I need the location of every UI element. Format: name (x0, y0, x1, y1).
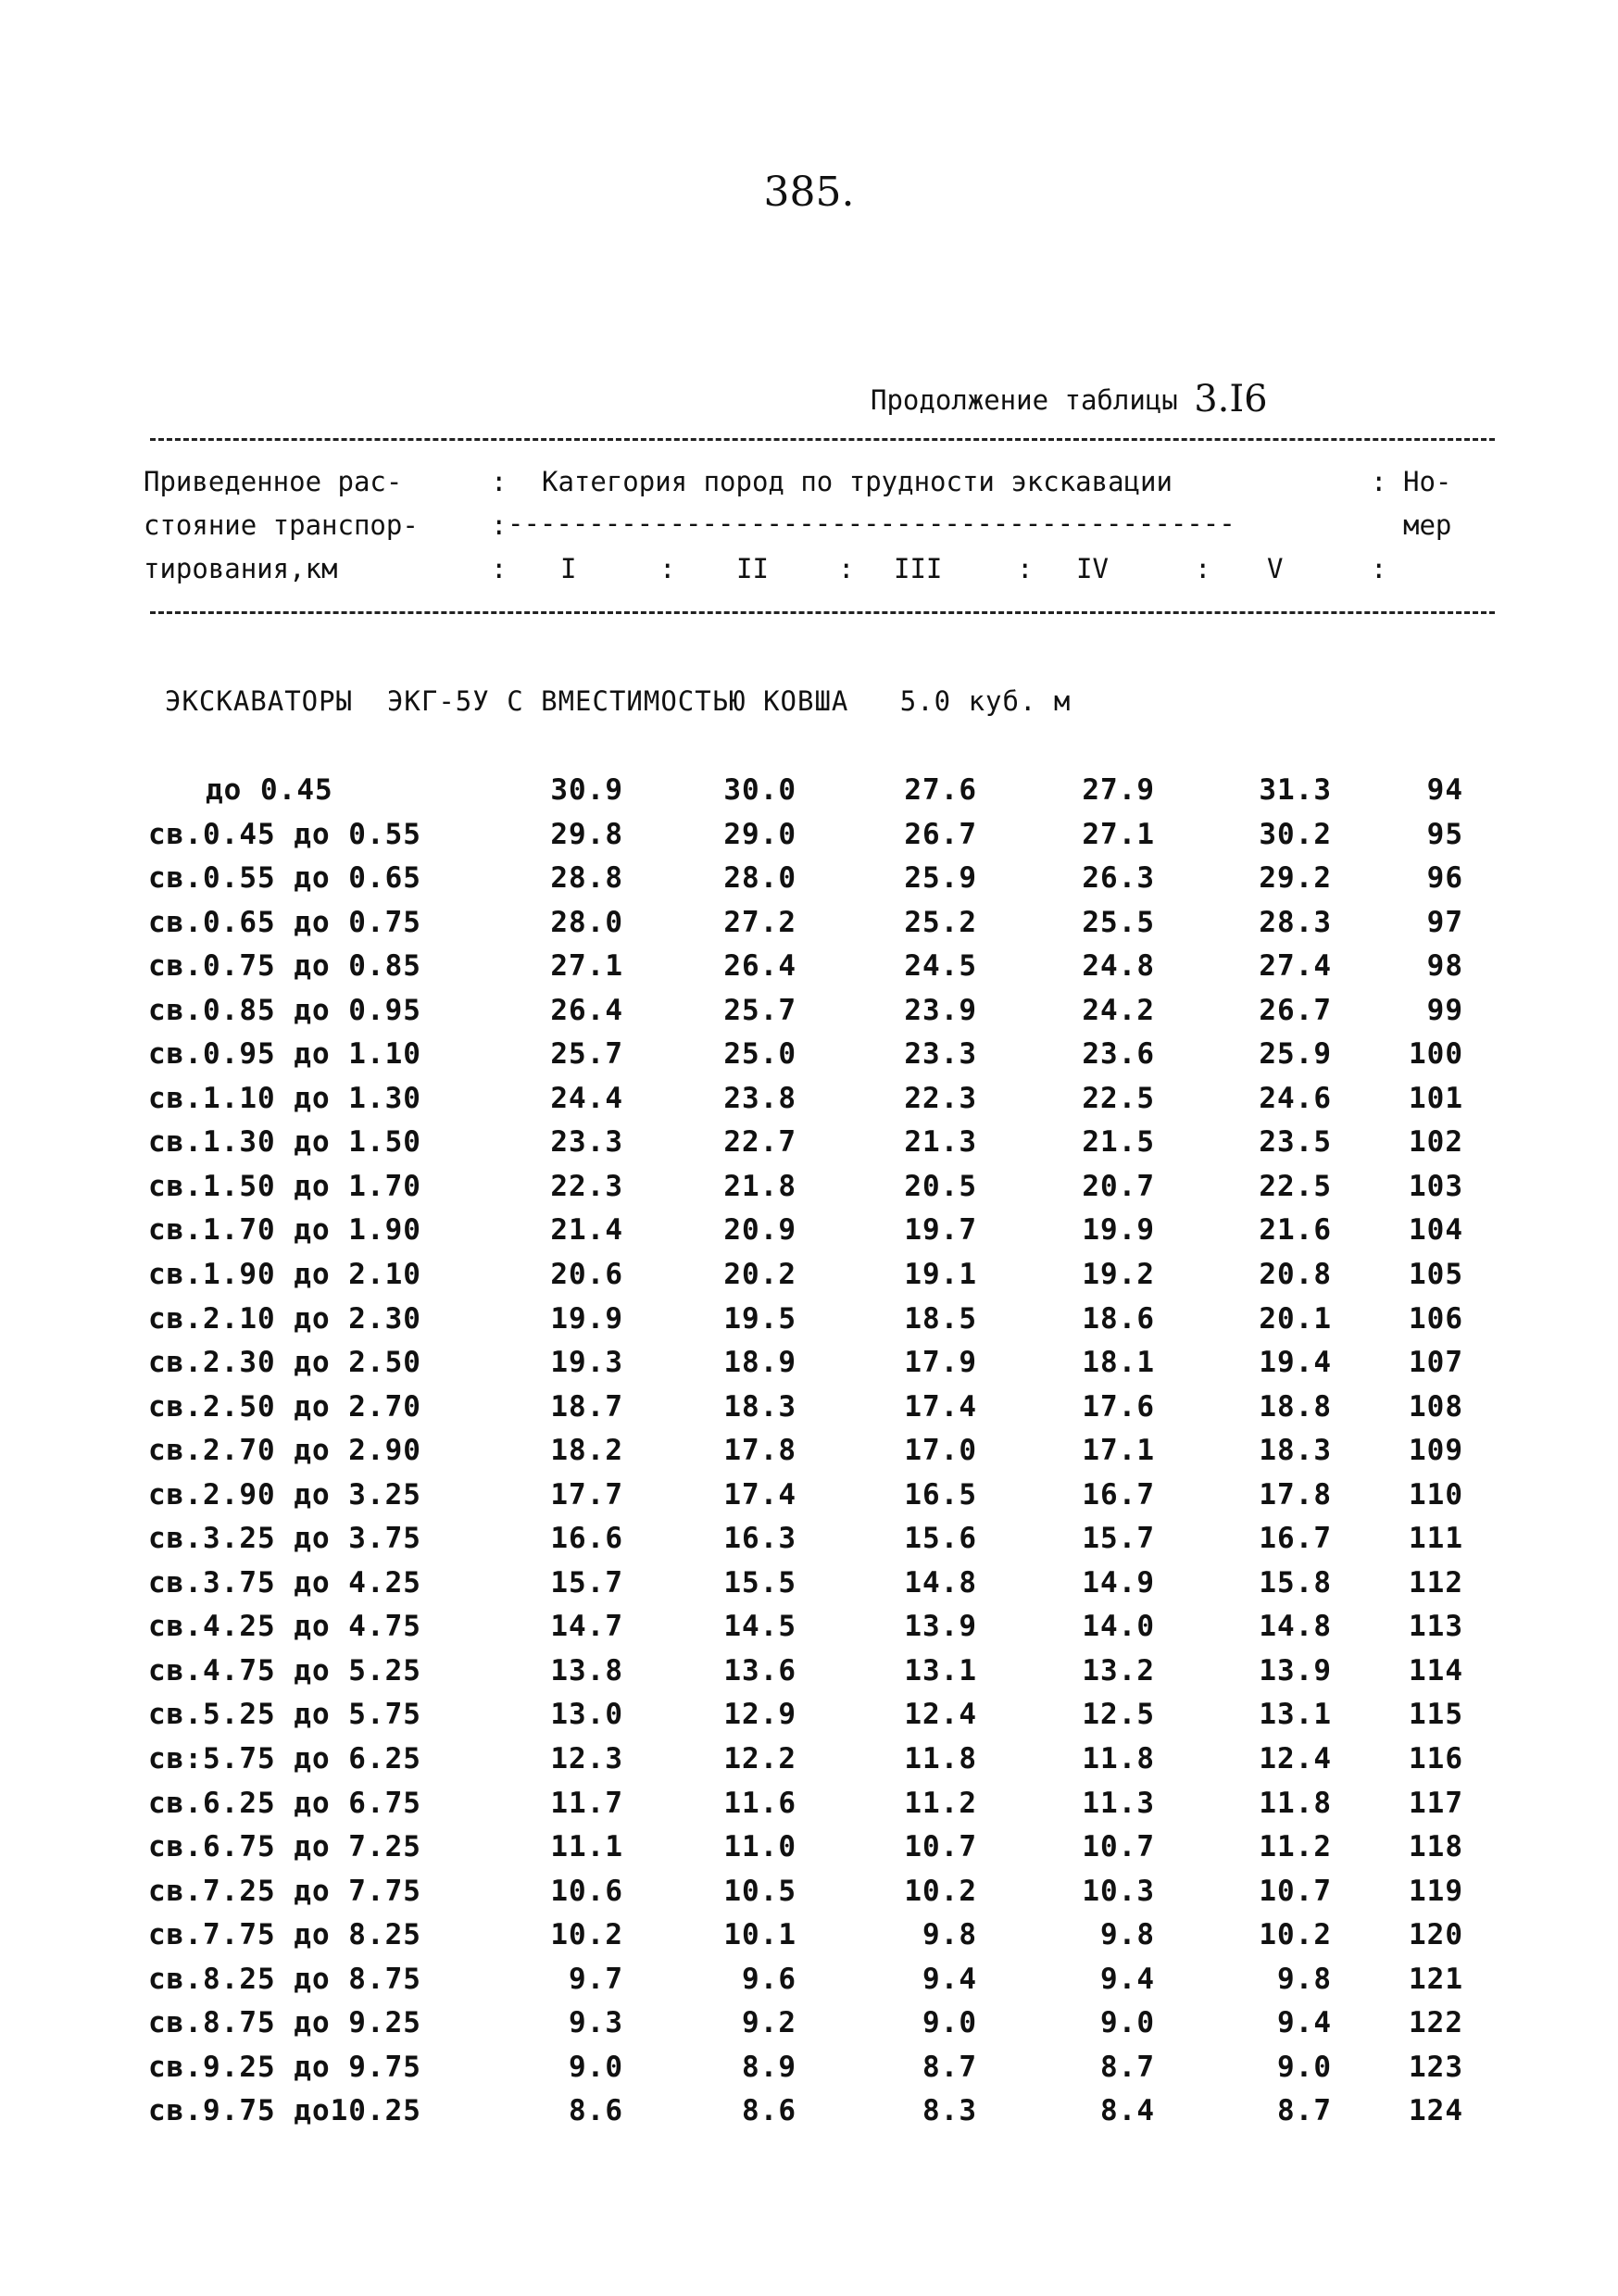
category-5-value: 10.2 (1259, 1918, 1332, 1952)
table-row (0, 818, 1618, 862)
row-number: 124 (1409, 2094, 1463, 2128)
table-row (0, 1390, 1618, 1435)
category-5-value: 10.7 (1259, 1874, 1332, 1908)
category-3-value: 9.0 (922, 2006, 977, 2040)
category-3-value: 19.7 (904, 1213, 977, 1248)
category-4-value: 8.4 (1100, 2094, 1155, 2128)
category-5-value: 22.5 (1259, 1169, 1332, 1203)
distance-range: св.2.90 до 3.25 (148, 1477, 421, 1512)
category-1-value: 28.0 (550, 905, 623, 939)
table-header-rule (150, 611, 1495, 614)
category-1-value: 8.6 (569, 2094, 623, 2128)
category-4-value: 10.7 (1082, 1830, 1155, 1864)
category-1-value: 25.7 (550, 1037, 623, 1072)
row-number: 118 (1409, 1830, 1463, 1864)
category-5-value: 18.8 (1259, 1389, 1332, 1424)
row-number: 103 (1409, 1169, 1463, 1203)
category-4-value: 16.7 (1082, 1477, 1155, 1512)
category-2-value: 12.2 (723, 1742, 796, 1776)
category-1-value: 16.6 (550, 1522, 623, 1556)
category-5-value: 15.8 (1259, 1565, 1332, 1600)
category-5-value: 19.4 (1259, 1346, 1332, 1380)
category-2-value: 17.4 (723, 1477, 796, 1512)
table-row (0, 773, 1618, 818)
distance-range: св.2.10 до 2.30 (148, 1301, 421, 1336)
distance-range: до 0.45 (206, 773, 333, 807)
category-2-value: 18.3 (723, 1389, 796, 1424)
table-body (0, 773, 1618, 2139)
category-1-value: 20.6 (550, 1258, 623, 1292)
table-row (0, 1830, 1618, 1875)
category-4-value: 25.5 (1082, 905, 1155, 939)
table-continuation-caption (871, 378, 1268, 420)
row-number: 121 (1409, 1962, 1463, 1996)
category-1-value: 17.7 (550, 1477, 623, 1512)
category-5-value: 28.3 (1259, 905, 1332, 939)
category-2-value: 25.0 (723, 1037, 796, 1072)
distance-range: св.3.75 до 4.25 (148, 1565, 421, 1600)
distance-range: св.0.55 до 0.65 (148, 861, 421, 896)
distance-range: св.7.75 до 8.25 (148, 1918, 421, 1952)
row-number: 105 (1409, 1258, 1463, 1292)
category-3-value: 16.5 (904, 1477, 977, 1512)
row-number: 94 (1426, 773, 1463, 807)
table-row (0, 1698, 1618, 1742)
category-1-value: 28.8 (550, 861, 623, 896)
category-4-value: 26.3 (1082, 861, 1155, 896)
category-1-value: 15.7 (550, 1565, 623, 1600)
table-row (0, 1742, 1618, 1787)
table-number: 3.I6 (1194, 378, 1268, 420)
category-4-value: 24.8 (1082, 949, 1155, 984)
category-5-value: 12.4 (1259, 1742, 1332, 1776)
category-4-value: 19.9 (1082, 1213, 1155, 1248)
category-2-value: 19.5 (723, 1301, 796, 1336)
category-4-value: 11.8 (1082, 1742, 1155, 1776)
header-divider: : (491, 509, 508, 541)
header-number-line2: мер (1403, 509, 1452, 541)
category-3-value: 9.8 (922, 1918, 977, 1952)
category-1-value: 23.3 (550, 1125, 623, 1160)
distance-range: св.8.75 до 9.25 (148, 2006, 421, 2040)
table-row (0, 1963, 1618, 2007)
category-3-value: 12.4 (904, 1698, 977, 1732)
category-1-value: 9.0 (569, 2050, 623, 2084)
table-row (0, 1875, 1618, 1919)
category-5-value: 23.5 (1259, 1125, 1332, 1160)
distance-range: св.8.25 до 8.75 (148, 1962, 421, 1996)
category-4-value: 23.6 (1082, 1037, 1155, 1072)
header-category-5: V (1267, 553, 1284, 584)
distance-range: св:5.75 до 6.25 (148, 1742, 421, 1776)
distance-range: св.2.50 до 2.70 (148, 1389, 421, 1424)
category-1-value: 11.1 (550, 1830, 623, 1864)
category-5-value: 11.8 (1259, 1786, 1332, 1820)
distance-range: св.0.65 до 0.75 (148, 905, 421, 939)
continuation-label: Продолжение таблицы (871, 384, 1178, 416)
distance-range: св.4.25 до 4.75 (148, 1610, 421, 1644)
distance-range: св.1.10 до 1.30 (148, 1081, 421, 1115)
category-3-value: 13.1 (904, 1653, 977, 1687)
row-number: 115 (1409, 1698, 1463, 1732)
category-1-value: 27.1 (550, 949, 623, 984)
row-number: 116 (1409, 1742, 1463, 1776)
category-5-value: 11.2 (1259, 1830, 1332, 1864)
row-number: 117 (1409, 1786, 1463, 1820)
category-3-value: 26.7 (904, 817, 977, 851)
category-3-value: 10.7 (904, 1830, 977, 1864)
row-number: 109 (1409, 1434, 1463, 1468)
header-col1-line1: Приведенное рас- (144, 466, 403, 497)
header-number-line1: Но- (1403, 466, 1452, 497)
table-row (0, 1258, 1618, 1302)
category-4-value: 8.7 (1100, 2050, 1155, 2084)
category-4-value: 9.0 (1100, 2006, 1155, 2040)
category-1-value: 19.3 (550, 1346, 623, 1380)
category-5-value: 13.9 (1259, 1653, 1332, 1687)
row-number: 102 (1409, 1125, 1463, 1160)
category-2-value: 16.3 (723, 1522, 796, 1556)
table-row (0, 2094, 1618, 2139)
category-1-value: 26.4 (550, 993, 623, 1027)
category-4-value: 17.1 (1082, 1434, 1155, 1468)
row-number: 96 (1426, 861, 1463, 896)
category-2-value: 17.8 (723, 1434, 796, 1468)
category-2-value: 29.0 (723, 817, 796, 851)
distance-range: св.6.25 до 6.75 (148, 1786, 421, 1820)
table-top-rule (150, 438, 1495, 441)
category-3-value: 19.1 (904, 1258, 977, 1292)
category-5-value: 21.6 (1259, 1213, 1332, 1248)
table-row (0, 2051, 1618, 2095)
category-1-value: 14.7 (550, 1610, 623, 1644)
category-4-value: 9.4 (1100, 1962, 1155, 1996)
category-5-value: 9.0 (1277, 2050, 1332, 2084)
header-category-2: II (736, 553, 769, 584)
category-4-value: 13.2 (1082, 1653, 1155, 1687)
category-5-value: 16.7 (1259, 1522, 1332, 1556)
header-divider: : (1371, 466, 1387, 497)
category-1-value: 10.6 (550, 1874, 623, 1908)
row-number: 120 (1409, 1918, 1463, 1952)
category-1-value: 11.7 (550, 1786, 623, 1820)
header-col1-line3: тирования,км (144, 553, 338, 584)
category-4-value: 10.3 (1082, 1874, 1155, 1908)
distance-range: св.3.25 до 3.75 (148, 1522, 421, 1556)
category-2-value: 20.2 (723, 1258, 796, 1292)
category-5-value: 17.8 (1259, 1477, 1332, 1512)
category-2-value: 10.5 (723, 1874, 796, 1908)
category-2-value: 8.6 (742, 2094, 796, 2128)
category-1-value: 10.2 (550, 1918, 623, 1952)
table-row (0, 906, 1618, 950)
category-5-value: 20.1 (1259, 1301, 1332, 1336)
category-3-value: 11.2 (904, 1786, 977, 1820)
category-4-value: 21.5 (1082, 1125, 1155, 1160)
row-number: 106 (1409, 1301, 1463, 1336)
category-4-value: 20.7 (1082, 1169, 1155, 1203)
category-3-value: 22.3 (904, 1081, 977, 1115)
category-4-value: 22.5 (1082, 1081, 1155, 1115)
category-5-value: 14.8 (1259, 1610, 1332, 1644)
category-2-value: 20.9 (723, 1213, 796, 1248)
category-2-value: 27.2 (723, 905, 796, 939)
category-4-value: 18.6 (1082, 1301, 1155, 1336)
category-1-value: 13.8 (550, 1653, 623, 1687)
category-1-value: 29.8 (550, 817, 623, 851)
header-divider: : (659, 553, 676, 584)
header-category-1: I (560, 553, 577, 584)
category-5-value: 26.7 (1259, 993, 1332, 1027)
category-1-value: 30.9 (550, 773, 623, 807)
category-2-value: 26.4 (723, 949, 796, 984)
category-3-value: 15.6 (904, 1522, 977, 1556)
header-subdivider: --------------------------------------------- (508, 508, 1235, 539)
distance-range: св.0.85 до 0.95 (148, 993, 421, 1027)
category-5-value: 29.2 (1259, 861, 1332, 896)
category-3-value: 18.5 (904, 1301, 977, 1336)
category-3-value: 20.5 (904, 1169, 977, 1203)
category-1-value: 18.7 (550, 1389, 623, 1424)
category-3-value: 21.3 (904, 1125, 977, 1160)
row-number: 104 (1409, 1213, 1463, 1248)
row-number: 123 (1409, 2050, 1463, 2084)
header-category-4: IV (1076, 553, 1109, 584)
category-3-value: 17.9 (904, 1346, 977, 1380)
category-3-value: 25.9 (904, 861, 977, 896)
category-4-value: 18.1 (1082, 1346, 1155, 1380)
category-1-value: 12.3 (550, 1742, 623, 1776)
category-2-value: 21.8 (723, 1169, 796, 1203)
table-row (0, 1918, 1618, 1963)
row-number: 100 (1409, 1037, 1463, 1072)
table-row (0, 994, 1618, 1038)
category-4-value: 11.3 (1082, 1786, 1155, 1820)
category-3-value: 25.2 (904, 905, 977, 939)
distance-range: св.0.95 до 1.10 (148, 1037, 421, 1072)
category-3-value: 14.8 (904, 1565, 977, 1600)
category-4-value: 27.9 (1082, 773, 1155, 807)
table-row (0, 1434, 1618, 1478)
table-row (0, 1302, 1618, 1347)
category-3-value: 9.4 (922, 1962, 977, 1996)
category-3-value: 8.3 (922, 2094, 977, 2128)
category-5-value: 24.6 (1259, 1081, 1332, 1115)
category-5-value: 13.1 (1259, 1698, 1332, 1732)
row-number: 107 (1409, 1346, 1463, 1380)
category-4-value: 9.8 (1100, 1918, 1155, 1952)
category-2-value: 22.7 (723, 1125, 796, 1160)
table-row (0, 1654, 1618, 1699)
category-4-value: 27.1 (1082, 817, 1155, 851)
distance-range: св.5.25 до 5.75 (148, 1698, 421, 1732)
category-4-value: 14.0 (1082, 1610, 1155, 1644)
category-5-value: 27.4 (1259, 949, 1332, 984)
row-number: 122 (1409, 2006, 1463, 2040)
row-number: 108 (1409, 1389, 1463, 1424)
category-1-value: 13.0 (550, 1698, 623, 1732)
category-5-value: 8.7 (1277, 2094, 1332, 2128)
category-2-value: 30.0 (723, 773, 796, 807)
row-number: 95 (1426, 817, 1463, 851)
category-1-value: 18.2 (550, 1434, 623, 1468)
category-5-value: 18.3 (1259, 1434, 1332, 1468)
category-3-value: 17.0 (904, 1434, 977, 1468)
header-divider: : (838, 553, 855, 584)
distance-range: св.2.30 до 2.50 (148, 1346, 421, 1380)
category-4-value: 12.5 (1082, 1698, 1155, 1732)
category-3-value: 27.6 (904, 773, 977, 807)
category-5-value: 9.8 (1277, 1962, 1332, 1996)
category-2-value: 11.6 (723, 1786, 796, 1820)
table-row (0, 1170, 1618, 1214)
category-3-value: 17.4 (904, 1389, 977, 1424)
row-number: 112 (1409, 1565, 1463, 1600)
page-number: 385. (763, 169, 855, 216)
category-1-value: 9.7 (569, 1962, 623, 1996)
header-category-title: Категория пород по трудности экскавации (542, 466, 1173, 497)
header-divider: : (1371, 553, 1387, 584)
row-number: 98 (1426, 949, 1463, 984)
row-number: 110 (1409, 1477, 1463, 1512)
table-row (0, 1787, 1618, 1831)
table-row (0, 1037, 1618, 1082)
header-divider: : (491, 466, 508, 497)
table-row (0, 1346, 1618, 1390)
category-2-value: 8.9 (742, 2050, 796, 2084)
row-number: 101 (1409, 1081, 1463, 1115)
table-row (0, 2006, 1618, 2051)
table-row (0, 949, 1618, 994)
row-number: 97 (1426, 905, 1463, 939)
category-5-value: 9.4 (1277, 2006, 1332, 2040)
category-4-value: 14.9 (1082, 1565, 1155, 1600)
category-2-value: 14.5 (723, 1610, 796, 1644)
category-2-value: 18.9 (723, 1346, 796, 1380)
header-divider: : (491, 553, 508, 584)
category-3-value: 23.3 (904, 1037, 977, 1072)
category-1-value: 9.3 (569, 2006, 623, 2040)
category-3-value: 13.9 (904, 1610, 977, 1644)
distance-range: св.9.75 до10.25 (148, 2094, 421, 2128)
category-2-value: 10.1 (723, 1918, 796, 1952)
distance-range: св.9.25 до 9.75 (148, 2050, 421, 2084)
category-3-value: 10.2 (904, 1874, 977, 1908)
category-1-value: 21.4 (550, 1213, 623, 1248)
category-4-value: 24.2 (1082, 993, 1155, 1027)
table-row (0, 1566, 1618, 1611)
category-5-value: 25.9 (1259, 1037, 1332, 1072)
category-2-value: 25.7 (723, 993, 796, 1027)
category-5-value: 31.3 (1259, 773, 1332, 807)
table-row (0, 861, 1618, 906)
distance-range: св.1.50 до 1.70 (148, 1169, 421, 1203)
category-4-value: 15.7 (1082, 1522, 1155, 1556)
category-2-value: 9.2 (742, 2006, 796, 2040)
distance-range: св.1.30 до 1.50 (148, 1125, 421, 1160)
distance-range: св.2.70 до 2.90 (148, 1434, 421, 1468)
row-number: 111 (1409, 1522, 1463, 1556)
category-4-value: 17.6 (1082, 1389, 1155, 1424)
category-4-value: 19.2 (1082, 1258, 1155, 1292)
category-1-value: 24.4 (550, 1081, 623, 1115)
category-5-value: 20.8 (1259, 1258, 1332, 1292)
category-2-value: 9.6 (742, 1962, 796, 1996)
category-2-value: 11.0 (723, 1830, 796, 1864)
row-number: 99 (1426, 993, 1463, 1027)
distance-range: св.6.75 до 7.25 (148, 1830, 421, 1864)
distance-range: св.7.25 до 7.75 (148, 1874, 421, 1908)
category-1-value: 19.9 (550, 1301, 623, 1336)
distance-range: св.1.90 до 2.10 (148, 1258, 421, 1292)
header-divider: : (1017, 553, 1034, 584)
category-1-value: 22.3 (550, 1169, 623, 1203)
header-divider: : (1195, 553, 1211, 584)
table-row (0, 1125, 1618, 1170)
category-3-value: 24.5 (904, 949, 977, 984)
header-col1-line2: стояние транспор- (144, 509, 419, 541)
distance-range: св.1.70 до 1.90 (148, 1213, 421, 1248)
table-row (0, 1478, 1618, 1523)
category-2-value: 13.6 (723, 1653, 796, 1687)
distance-range: св.0.45 до 0.55 (148, 817, 421, 851)
table-row (0, 1082, 1618, 1126)
section-heading: ЭКСКАВАТОРЫ ЭКГ-5У С ВМЕСТИМОСТЬЮ КОВША 5.0 куб. м (165, 685, 1072, 717)
category-3-value: 11.8 (904, 1742, 977, 1776)
category-2-value: 28.0 (723, 861, 796, 896)
table-row (0, 1610, 1618, 1654)
table-row (0, 1522, 1618, 1566)
row-number: 113 (1409, 1610, 1463, 1644)
header-category-3: III (894, 553, 943, 584)
category-3-value: 23.9 (904, 993, 977, 1027)
row-number: 114 (1409, 1653, 1463, 1687)
distance-range: св.0.75 до 0.85 (148, 949, 421, 984)
category-2-value: 23.8 (723, 1081, 796, 1115)
table-row (0, 1213, 1618, 1258)
row-number: 119 (1409, 1874, 1463, 1908)
distance-range: св.4.75 до 5.25 (148, 1653, 421, 1687)
category-3-value: 8.7 (922, 2050, 977, 2084)
category-2-value: 15.5 (723, 1565, 796, 1600)
category-2-value: 12.9 (723, 1698, 796, 1732)
category-5-value: 30.2 (1259, 817, 1332, 851)
